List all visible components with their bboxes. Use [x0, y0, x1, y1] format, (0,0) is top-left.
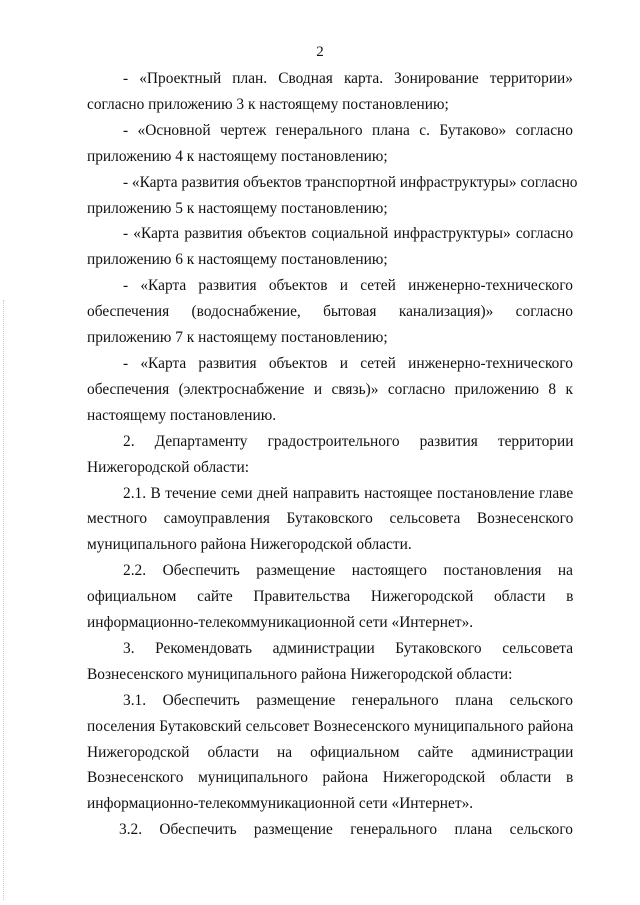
text-line: 2.1. В течение семи дней направить настоящее постановление главе [123, 484, 574, 502]
text-line: Вознесенского муниципального района Нижегородской области в [87, 769, 574, 787]
text-line: обеспечения (водоснабжение, бытовая канализация)» согласно [87, 303, 573, 321]
text-line: - «Карта развития объектов транспортной инфраструктуры» согласно [123, 173, 578, 191]
text-line: приложению 4 к настоящему постановлению; [87, 147, 388, 165]
text-line: 3.1. Обеспечить размещение генерального плана сельского [123, 691, 573, 709]
scan-edge-artifact [3, 300, 5, 900]
text-line: информационно-телекоммуникационной сети «Интернет». [87, 614, 474, 632]
text-line: 3.2. Обеспечить размещение генерального плана сельского [119, 821, 573, 839]
text-line: согласно приложению 3 к настоящему постановлению; [87, 95, 449, 113]
text-line: настоящему постановлению. [87, 406, 277, 424]
paragraph-list-item-4 [87, 221, 573, 273]
paragraph-list-item-2 [87, 118, 573, 170]
text-line: 3. Рекомендовать администрации Бутаковского сельсовета [123, 639, 574, 657]
text-line: - «Карта развития объектов и сетей инженерно-технического [123, 277, 573, 295]
text-line: Нижегородской области на официальном сайте администрации [87, 743, 574, 761]
page-number: 2 [316, 44, 324, 60]
text-line: местного самоуправления Бутаковского сельсовета Вознесенского [87, 510, 574, 528]
text-line: приложению 7 к настоящему постановлению; [87, 329, 388, 347]
text-line: - «Карта развития объектов социальной инфраструктуры» согласно [123, 225, 574, 243]
text-line: приложению 5 к настоящему постановлению; [87, 199, 388, 217]
document-body [87, 66, 578, 843]
text-line: приложению 6 к настоящему постановлению; [87, 251, 388, 269]
text-line: обеспечения (электроснабжение и связь)» согласно приложению 8 к [87, 380, 573, 398]
text-line: - «Карта развития объектов и сетей инженерно-технического [123, 354, 573, 372]
paragraph-list-item-3 [87, 170, 578, 222]
paragraph-list-item-5 [87, 273, 573, 351]
text-line: - «Проектный план. Сводная карта. Зонирование территории» [123, 70, 573, 87]
paragraph-clause-3-1 [87, 688, 573, 818]
text-line: Вознесенского муниципального района Нижегородской области: [87, 665, 513, 683]
paragraph-clause-2-2 [87, 558, 573, 636]
paragraph-clause-3-2 [87, 817, 573, 843]
text-line: официальном сайте Правительства Нижегородской области в [87, 588, 574, 606]
paragraph-list-item-6 [87, 351, 573, 429]
paragraph-clause-2 [87, 429, 573, 481]
paragraph-list-item-1 [87, 66, 573, 118]
text-line: поселения Бутаковский сельсовет Вознесенского муниципального района [87, 717, 574, 735]
text-line: 2.2. Обеспечить размещение настоящего постановления на [123, 562, 573, 580]
text-line: - «Основной чертеж генерального плана с. Бутаково» согласно [123, 121, 573, 139]
text-line: 2. Департаменту градостроительного развития территории [123, 432, 574, 450]
paragraph-clause-3 [87, 636, 573, 688]
paragraph-clause-2-1 [87, 481, 573, 559]
text-line: муниципального района Нижегородской области. [87, 536, 412, 554]
text-line: информационно-телекоммуникационной сети «Интернет». [87, 795, 474, 813]
text-line: Нижегородской области: [87, 458, 250, 476]
